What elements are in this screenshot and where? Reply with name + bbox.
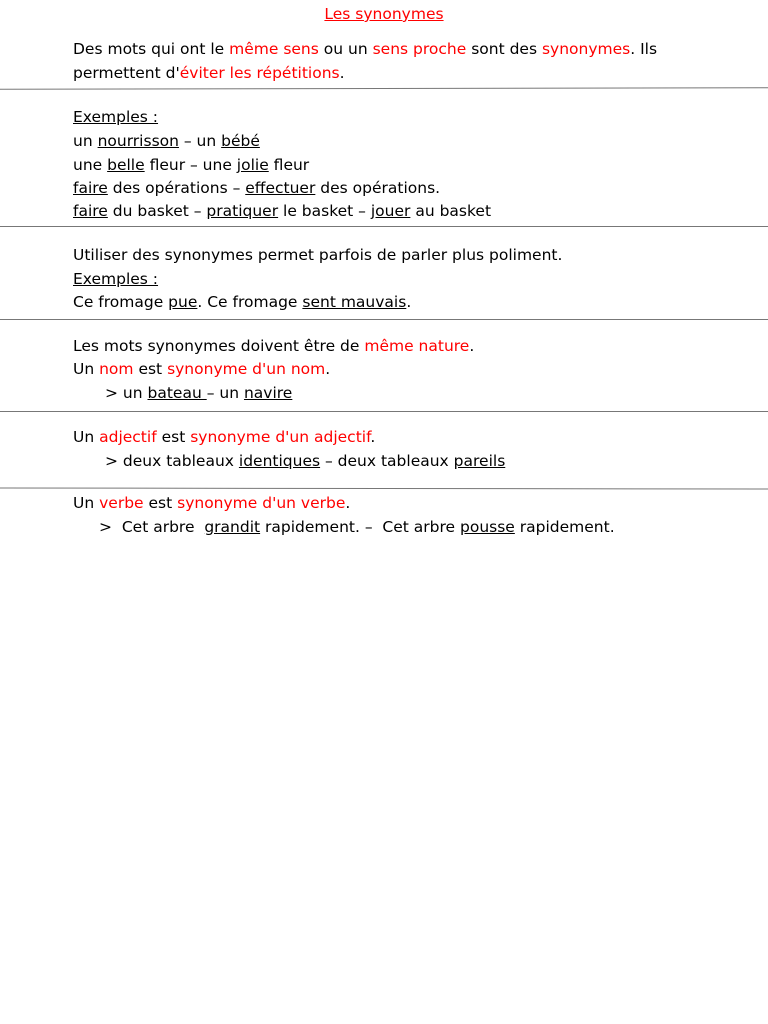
- rule-text: Les mots synonymes doivent être de: [73, 337, 365, 355]
- example-text: .: [406, 293, 412, 311]
- underlined-word: belle: [107, 156, 145, 174]
- underlined-word: jolie: [236, 156, 269, 174]
- example-text: > Cet arbre: [99, 518, 205, 536]
- rule-text: est: [156, 428, 191, 446]
- highlight-term: synonyme d'un nom: [167, 360, 326, 378]
- highlight-term: nom: [99, 360, 134, 378]
- nature-line: [73, 336, 474, 356]
- rule-text: est: [133, 360, 168, 378]
- highlight-term: synonyme d'un verbe: [177, 494, 346, 512]
- example-line: [73, 292, 411, 312]
- noun-rule-line: [73, 359, 330, 379]
- verb-example-line: [99, 517, 615, 537]
- underlined-word: navire: [243, 384, 293, 402]
- rule-text: .: [325, 360, 331, 378]
- intro-text: .: [339, 64, 345, 82]
- example-text: > deux tableaux: [105, 452, 239, 470]
- example-text: une: [73, 156, 108, 174]
- example-text: des opérations.: [315, 179, 441, 197]
- section-divider: [0, 319, 768, 320]
- intro-text: . Ils: [630, 40, 658, 58]
- example-line: [73, 201, 491, 221]
- underlined-word: jouer: [370, 202, 411, 220]
- underlined-word: pue: [168, 293, 198, 311]
- verb-rule-line: [73, 493, 350, 513]
- example-text: . Ce fromage: [197, 293, 303, 311]
- underlined-word: effectuer: [245, 179, 316, 197]
- example-text: des opérations –: [107, 179, 246, 197]
- example-line: [73, 178, 440, 198]
- example-text: Ce fromage: [73, 293, 169, 311]
- example-text: fleur: [268, 156, 310, 174]
- highlight-term: adjectif: [99, 428, 157, 446]
- examples-heading: Exemples :: [73, 108, 159, 126]
- page-title: Les synonymes: [324, 5, 444, 23]
- rule-text: est: [143, 494, 178, 512]
- adjective-rule-line: [73, 427, 375, 447]
- rule-text: Un: [73, 494, 100, 512]
- example-text: – un: [206, 384, 244, 402]
- intro-text: sont des: [466, 40, 542, 58]
- example-text: du basket –: [107, 202, 207, 220]
- section-divider: [0, 87, 768, 90]
- adjective-example-line: [105, 451, 505, 471]
- highlight-term: synonymes: [541, 40, 631, 58]
- underlined-word: bateau: [147, 384, 207, 402]
- example-line: [73, 131, 260, 151]
- example-text: > un: [105, 384, 148, 402]
- underlined-word: faire: [73, 202, 108, 220]
- highlight-term: même sens: [229, 40, 319, 58]
- section-divider: [0, 226, 768, 227]
- example-line: [73, 155, 309, 175]
- politeness-text: Utiliser des synonymes permet parfois de parler plus poliment.: [73, 246, 563, 264]
- example-text: un: [73, 132, 98, 150]
- section-divider: [0, 411, 768, 412]
- underlined-word: bébé: [221, 132, 260, 150]
- examples-heading: Exemples :: [73, 270, 159, 288]
- intro-text: Des mots qui ont le: [73, 40, 230, 58]
- rule-text: .: [469, 337, 475, 355]
- example-text: fleur – une: [144, 156, 237, 174]
- example-text: rapidement.: [514, 518, 615, 536]
- section-divider: [0, 487, 768, 489]
- rule-text: Un: [73, 428, 100, 446]
- underlined-word: faire: [73, 179, 108, 197]
- rule-text: Un: [73, 360, 100, 378]
- underlined-word: sent mauvais: [302, 293, 407, 311]
- highlight-term: même nature: [364, 337, 470, 355]
- underlined-word: pousse: [460, 518, 515, 536]
- highlight-term: éviter les répétitions: [179, 64, 340, 82]
- intro-line-2: [73, 63, 345, 83]
- example-text: – un: [178, 132, 222, 150]
- example-text: – deux tableaux: [320, 452, 454, 470]
- example-text: au basket: [410, 202, 492, 220]
- intro-line-1: [73, 39, 657, 59]
- underlined-word: nourrisson: [97, 132, 179, 150]
- highlight-term: sens proche: [372, 40, 467, 58]
- intro-text: ou un: [318, 40, 373, 58]
- rule-text: .: [345, 494, 351, 512]
- noun-example-line: [105, 383, 292, 403]
- rule-text: .: [370, 428, 376, 446]
- underlined-word: identiques: [238, 452, 321, 470]
- example-text: le basket –: [278, 202, 371, 220]
- underlined-word: grandit: [204, 518, 261, 536]
- example-text: rapidement. – Cet arbre: [260, 518, 460, 536]
- underlined-word: pareils: [453, 452, 506, 470]
- underlined-word: pratiquer: [206, 202, 279, 220]
- highlight-term: verbe: [99, 494, 144, 512]
- intro-text: permettent d': [73, 64, 180, 82]
- highlight-term: synonyme d'un adjectif: [190, 428, 371, 446]
